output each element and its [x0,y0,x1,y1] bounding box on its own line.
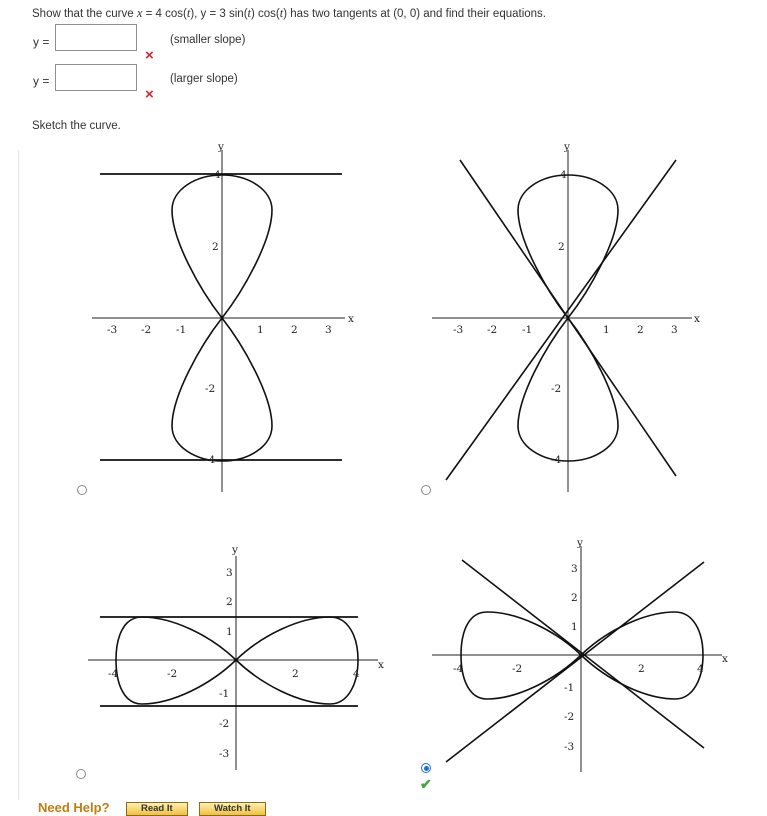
x-tick: -1 [176,324,187,336]
x-tick: 1 [257,324,264,336]
y-tick: -1 [564,682,575,694]
y-tick: -4 [551,454,562,466]
larger-slope-input[interactable] [55,64,137,91]
y-tick: 1 [571,621,578,633]
x-tick: -4 [108,668,119,680]
graph-option-3-radio[interactable] [76,769,86,779]
y-tick: 2 [226,596,233,608]
need-help-label: Need Help? [38,800,110,815]
y-tick: 4 [214,169,221,181]
y-tick: 2 [558,241,565,253]
y-tick: 2 [571,592,578,604]
y-axis-label: y [577,537,583,549]
x-tick: -4 [453,663,464,675]
larger-slope-note: (larger slope) [170,73,238,85]
x-tick: -2 [141,324,152,336]
smaller-slope-input[interactable] [55,24,137,51]
x-axis-label: x [348,313,354,325]
correct-check-icon: ✔ [420,776,432,792]
graph-option-4-radio[interactable] [421,763,431,773]
x-tick: 3 [325,324,332,336]
x-tick: 2 [292,668,299,680]
y-tick: -3 [219,748,230,760]
y-tick: -3 [564,741,575,753]
y-tick: 3 [571,563,578,575]
x-tick: -3 [107,324,118,336]
y-tick: -2 [205,383,216,395]
graph-option-4 [432,530,732,775]
y-tick: 4 [560,169,567,181]
x-tick: -2 [167,668,178,680]
incorrect-icon: × [145,47,154,64]
x-tick: -2 [512,663,523,675]
y-tick: 2 [212,241,219,253]
y-tick: -1 [219,688,230,700]
x-axis-label: x [722,653,728,665]
y-axis-label: y [218,141,224,153]
y-tick: 1 [226,626,233,638]
graph-option-1-radio[interactable] [77,485,87,495]
answer1-label: y = [33,35,50,49]
watch-it-button[interactable]: Watch It [199,802,266,816]
x-tick: 2 [638,663,645,675]
x-tick: 4 [353,668,360,680]
sketch-prompt: Sketch the curve. [32,120,121,132]
smaller-slope-note: (smaller slope) [170,34,246,46]
graph-option-2-radio[interactable] [421,485,431,495]
x-tick: -1 [522,324,533,336]
incorrect-icon: × [145,86,154,103]
y-tick: -2 [564,711,575,723]
x-tick: 2 [291,324,298,336]
read-it-button[interactable]: Read It [126,802,188,816]
y-tick: -2 [219,718,230,730]
y-axis-label: y [564,141,570,153]
x-tick: 2 [637,324,644,336]
x-tick: 4 [697,663,704,675]
graph-option-2 [436,140,706,495]
x-tick: 1 [603,324,610,336]
y-tick: -2 [551,383,562,395]
x-axis-label: x [694,313,700,325]
y-tick: -4 [205,454,216,466]
x-tick: 3 [671,324,678,336]
x-tick: -3 [453,324,464,336]
graph-option-1 [96,140,354,495]
x-axis-label: x [378,659,384,671]
y-tick: 3 [226,567,233,579]
question-text: Show that the curve x = 4 cos(t), y = 3 sin(t) cos(t) has two tangents at (0, 0) and find their equations. [32,6,546,20]
divider [18,150,19,800]
graph-option-3 [86,540,386,772]
x-tick: -2 [487,324,498,336]
answer2-label: y = [33,74,50,88]
y-axis-label: y [232,544,238,556]
